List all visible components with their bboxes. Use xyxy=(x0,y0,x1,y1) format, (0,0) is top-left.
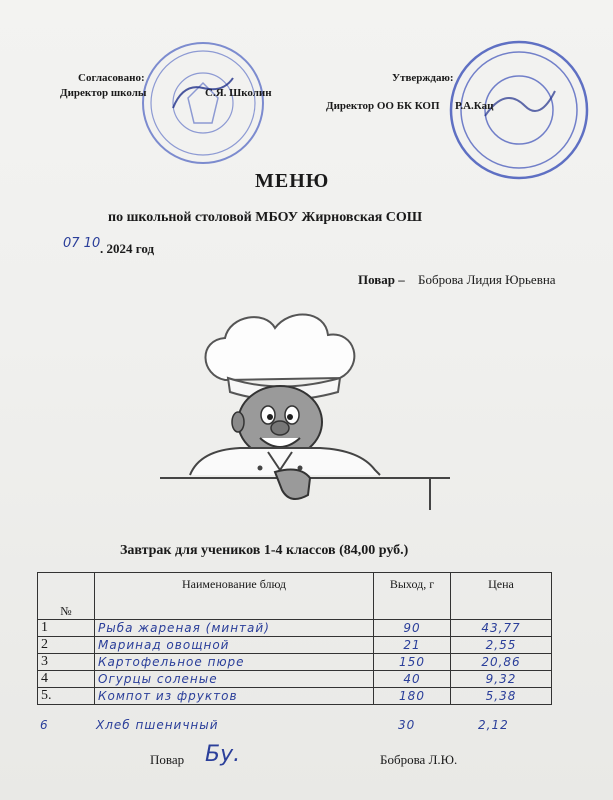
row-output: 40 xyxy=(374,671,451,688)
row-dish: Рыба жареная (минтай) xyxy=(95,620,374,637)
row-output: 180 xyxy=(374,688,451,705)
header-dish: Наименование блюд xyxy=(95,573,374,620)
row-price: 9,32 xyxy=(451,671,552,688)
row-output: 90 xyxy=(374,620,451,637)
page-subtitle: по школьной столовой МБОУ Жирновская СОШ xyxy=(108,210,423,225)
row-price: 2,55 xyxy=(451,637,552,654)
agreed-role: Директор школы xyxy=(60,87,147,99)
agreed-name: С.Я. Школин xyxy=(205,87,272,99)
row-6-num: 6 xyxy=(40,718,49,732)
row-output: 21 xyxy=(374,637,451,654)
row-price: 5,38 xyxy=(451,688,552,705)
agreed-label: Согласовано: xyxy=(78,72,145,84)
table-row xyxy=(38,620,552,637)
header-num: № xyxy=(38,573,95,620)
row-price: 43,77 xyxy=(451,620,552,637)
menu-table xyxy=(37,572,552,705)
row-num: 5. xyxy=(38,688,95,705)
row-dish: Огурцы соленые xyxy=(95,671,374,688)
chef-illustration xyxy=(160,300,450,510)
row-6-output: 30 xyxy=(398,718,416,732)
row-num: 1 xyxy=(38,620,95,637)
row-6-price: 2,12 xyxy=(478,718,509,732)
table-row xyxy=(38,637,552,654)
cook-signature: Бу. xyxy=(205,742,241,767)
row-output: 150 xyxy=(374,654,451,671)
table-row xyxy=(38,654,552,671)
cook-label: Повар – xyxy=(358,272,405,287)
row-6-dish: Хлеб пшеничный xyxy=(96,718,219,732)
row-dish: Картофельное пюре xyxy=(95,654,374,671)
header-output: Выход, г xyxy=(374,573,451,620)
school-seal xyxy=(138,38,268,168)
row-num: 4 xyxy=(38,671,95,688)
date-printed: . 2024 год xyxy=(100,241,155,256)
table-header-row xyxy=(38,573,552,620)
approve-label: Утверждаю: xyxy=(392,72,454,84)
footer-cook-name: Боброва Л.Ю. xyxy=(380,752,458,767)
table-row xyxy=(38,671,552,688)
footer-cook-label: Повар xyxy=(150,752,185,767)
row-dish: Маринад овощной xyxy=(95,637,374,654)
row-dish: Компот из фруктов xyxy=(95,688,374,705)
table-row xyxy=(38,688,552,705)
page-title: МЕНЮ xyxy=(255,170,330,192)
header-price: Цена xyxy=(451,573,552,620)
row-num: 2 xyxy=(38,637,95,654)
approve-role: Директор ОО БК КОП xyxy=(326,100,440,112)
meal-title: Завтрак для учеников 1-4 классов (84,00 руб.) xyxy=(120,543,409,558)
date-handwritten: 07 10 xyxy=(63,236,101,251)
row-price: 20,86 xyxy=(451,654,552,671)
cook-name: Боброва Лидия Юрьевна xyxy=(418,272,556,287)
row-num: 3 xyxy=(38,654,95,671)
approve-name: Р.А.Кац xyxy=(455,100,494,112)
